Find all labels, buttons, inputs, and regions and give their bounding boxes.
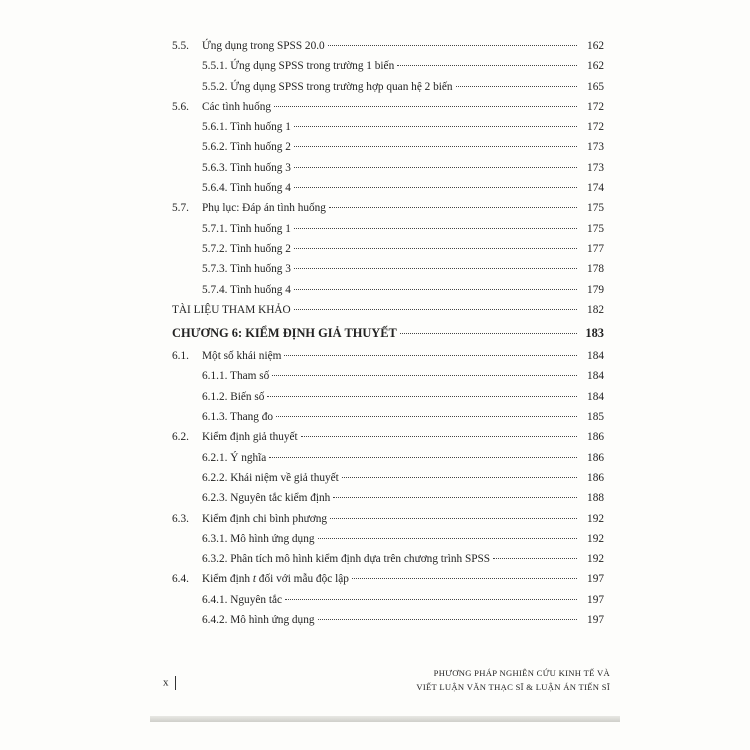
toc-entry-label bbox=[202, 448, 266, 468]
dot-leader bbox=[301, 436, 577, 437]
dot-leader bbox=[294, 248, 577, 249]
toc-page-number: 162 bbox=[587, 40, 604, 52]
toc-entry-label bbox=[202, 219, 291, 239]
toc-entry bbox=[172, 488, 604, 508]
toc-entry bbox=[172, 427, 604, 447]
toc-entry bbox=[172, 468, 604, 488]
toc-section-number: 6.4. bbox=[172, 573, 189, 586]
toc-entry bbox=[172, 219, 604, 239]
toc-entry-title: 5.6.3. Tình huống 3 bbox=[202, 161, 291, 174]
toc-entry-title: 6.3.2. Phân tích mô hình kiểm định dựa trên chương trình SPSS bbox=[202, 553, 491, 566]
dot-leader bbox=[294, 167, 577, 168]
dot-leader bbox=[333, 497, 577, 498]
toc-page-number: 192 bbox=[587, 512, 604, 525]
toc-entry-label bbox=[202, 529, 315, 549]
dot-leader bbox=[330, 518, 577, 519]
toc-page-number: 184 bbox=[587, 390, 604, 403]
toc-entry-title: 6.3.1. Mô hình ứng dụng bbox=[202, 532, 315, 545]
toc-section-number: 5.7. bbox=[172, 202, 189, 215]
toc-entry bbox=[172, 529, 604, 549]
toc-entry bbox=[172, 549, 604, 569]
toc-entry-label bbox=[172, 427, 298, 447]
toc-page-number: 179 bbox=[587, 283, 604, 296]
toc-entry-label bbox=[202, 590, 282, 610]
dot-leader bbox=[294, 289, 577, 290]
toc-entry bbox=[172, 569, 604, 589]
toc-entry bbox=[172, 407, 604, 427]
toc-entry bbox=[172, 97, 604, 117]
page-number-footer bbox=[163, 676, 176, 690]
toc-page-number: 178 bbox=[587, 263, 604, 276]
toc-entry-title: Các tình huống bbox=[202, 100, 272, 113]
toc-entry-label bbox=[172, 300, 291, 320]
toc-page-number: 182 bbox=[587, 303, 604, 316]
dot-leader bbox=[397, 65, 577, 66]
toc-entry-title: 5.6.4. Tình huống 4 bbox=[202, 182, 291, 195]
toc-entry-title: 6.1.2. Biến số bbox=[202, 390, 265, 403]
dot-leader bbox=[294, 187, 577, 188]
toc-entry bbox=[172, 158, 604, 178]
toc-entry bbox=[172, 137, 604, 157]
dot-leader bbox=[294, 309, 577, 310]
toc-entry-title: Phụ lục: Đáp án tình huống bbox=[202, 202, 326, 215]
toc-page-number: 183 bbox=[585, 326, 604, 341]
dot-leader bbox=[267, 396, 577, 397]
toc-entry-title: Một số khái niệm bbox=[202, 350, 282, 363]
toc-page-number: 175 bbox=[587, 222, 604, 235]
toc-entry-title: Kiểm định t đối với mẫu độc lập bbox=[202, 573, 349, 586]
toc-entry-title: Kiểm định chi bình phương bbox=[202, 512, 328, 525]
toc-entry-title: Ứng dụng trong SPSS 20.0 bbox=[202, 40, 325, 52]
toc-entry-label bbox=[202, 239, 291, 259]
dot-leader bbox=[272, 375, 577, 376]
dot-leader bbox=[276, 416, 577, 417]
toc-page-number: 188 bbox=[587, 492, 604, 505]
toc-entry-label bbox=[202, 366, 269, 386]
toc-entry-title: 6.4.2. Mô hình ứng dụng bbox=[202, 614, 315, 627]
toc-entry-label bbox=[172, 320, 397, 346]
toc-entry-title: 5.5.1. Ứng dụng SPSS trong trường 1 biến bbox=[202, 60, 395, 73]
toc-page-number: 172 bbox=[587, 100, 604, 113]
toc-entry bbox=[172, 300, 604, 320]
toc-section-number: 6.1. bbox=[172, 350, 189, 363]
dot-leader bbox=[269, 457, 577, 458]
toc-entry-label bbox=[202, 178, 291, 198]
dot-leader bbox=[329, 207, 577, 208]
toc-entry bbox=[172, 448, 604, 468]
toc-entry bbox=[172, 280, 604, 300]
toc-page-number: 197 bbox=[587, 593, 604, 606]
dot-leader bbox=[285, 599, 577, 600]
toc-entry-label bbox=[172, 509, 327, 529]
toc-page-number: 192 bbox=[587, 553, 604, 566]
toc-entry-title: 5.7.2. Tình huống 2 bbox=[202, 242, 291, 255]
toc-entry-title: TÀI LIỆU THAM KHẢO bbox=[172, 303, 291, 316]
toc-entry bbox=[172, 239, 604, 259]
running-footer-title bbox=[416, 666, 610, 694]
toc-entry-label bbox=[202, 56, 394, 76]
page-number: x bbox=[163, 676, 169, 689]
toc-entry bbox=[172, 198, 604, 218]
toc-entry bbox=[172, 366, 604, 386]
toc-entry-label bbox=[202, 488, 330, 508]
dot-leader bbox=[274, 106, 577, 107]
toc-page-number: 186 bbox=[587, 451, 604, 464]
toc-entry-title: 6.4.1. Nguyên tắc bbox=[202, 593, 282, 606]
toc-entry-title: 6.2.3. Nguyên tắc kiểm định bbox=[202, 492, 331, 505]
toc-entry-title: 5.6.1. Tình huống 1 bbox=[202, 121, 291, 134]
dot-leader bbox=[400, 333, 577, 334]
toc-page-number: 185 bbox=[587, 411, 604, 424]
toc-page-number: 186 bbox=[587, 471, 604, 484]
toc-entry-label bbox=[172, 198, 326, 218]
dot-leader bbox=[294, 228, 577, 229]
toc-entry-label bbox=[202, 549, 490, 569]
toc-entry-label bbox=[172, 97, 271, 117]
toc-page-number: 197 bbox=[587, 573, 604, 586]
toc-section-number: 5.5. bbox=[172, 40, 189, 52]
toc-page-number: 184 bbox=[587, 350, 604, 363]
dot-leader bbox=[284, 355, 577, 356]
toc-entry-label bbox=[202, 387, 264, 407]
toc-page-number: 186 bbox=[587, 431, 604, 444]
toc-entry-label bbox=[172, 346, 281, 366]
toc-page-number: 184 bbox=[587, 370, 604, 383]
toc-page-number: 197 bbox=[587, 614, 604, 627]
toc-page-number: 174 bbox=[587, 182, 604, 195]
dot-leader bbox=[294, 126, 577, 127]
toc-entry-label bbox=[202, 259, 291, 279]
toc-entry bbox=[172, 387, 604, 407]
toc-entry bbox=[172, 346, 604, 366]
toc-entry-title: 5.5.2. Ứng dụng SPSS trong trường hợp quan hệ 2 biến bbox=[202, 80, 453, 93]
toc-entry bbox=[172, 178, 604, 198]
toc-entry-title: 5.7.3. Tình huống 3 bbox=[202, 263, 291, 276]
toc-entry-label bbox=[202, 610, 315, 630]
toc-page-number: 192 bbox=[587, 532, 604, 545]
toc-entry-label bbox=[202, 468, 339, 488]
toc-page-number: 172 bbox=[587, 121, 604, 134]
toc-entry bbox=[172, 610, 604, 630]
dot-leader bbox=[318, 619, 577, 620]
book-title-line-2: VIẾT LUẬN VĂN THẠC SĨ & LUẬN ÁN TIẾN SĨ bbox=[416, 682, 610, 692]
toc-entry-title: 5.6.2. Tình huống 2 bbox=[202, 141, 291, 154]
toc-entry bbox=[172, 509, 604, 529]
dot-leader bbox=[294, 268, 577, 269]
page-bottom-edge bbox=[150, 716, 620, 722]
dot-leader bbox=[342, 477, 577, 478]
toc-entry-title: Kiểm định giả thuyết bbox=[202, 431, 298, 444]
toc-entry-label bbox=[202, 407, 273, 427]
toc-entry-label bbox=[202, 77, 453, 97]
toc-entry-label bbox=[202, 158, 291, 178]
toc-page-number: 173 bbox=[587, 141, 604, 154]
toc-entry bbox=[172, 117, 604, 137]
toc-entry bbox=[172, 56, 604, 76]
toc-page-number: 173 bbox=[587, 161, 604, 174]
toc-entry-label bbox=[202, 280, 291, 300]
toc-section-number: 5.6. bbox=[172, 100, 189, 113]
toc-entry bbox=[172, 259, 604, 279]
toc-page-number: 162 bbox=[587, 60, 604, 73]
dot-leader bbox=[294, 146, 577, 147]
toc-section-number: 6.2. bbox=[172, 431, 189, 444]
toc-entry bbox=[172, 77, 604, 97]
toc-entry-label bbox=[172, 36, 325, 56]
footer-divider bbox=[175, 676, 176, 690]
dot-leader bbox=[328, 45, 577, 46]
toc-entry bbox=[172, 590, 604, 610]
toc-entry bbox=[172, 36, 604, 56]
toc-entry-title: 5.7.1. Tình huống 1 bbox=[202, 222, 291, 235]
dot-leader bbox=[352, 578, 577, 579]
toc-entry-title: 5.7.4. Tình huống 4 bbox=[202, 283, 291, 296]
dot-leader bbox=[318, 538, 577, 539]
toc-entry-title: 6.2.1. Ý nghĩa bbox=[202, 451, 267, 464]
toc-page-number: 175 bbox=[587, 202, 604, 215]
toc-entry-title: 6.2.2. Khái niệm về giả thuyết bbox=[202, 471, 339, 484]
toc-entry-title: 6.1.1. Tham số bbox=[202, 370, 270, 383]
toc-entry-label bbox=[202, 117, 291, 137]
toc-entry-label bbox=[172, 569, 349, 589]
toc-entry-title: CHƯƠNG 6: KIỂM ĐỊNH GIẢ THUYẾT bbox=[172, 326, 397, 341]
toc-entry-label bbox=[202, 137, 291, 157]
dot-leader bbox=[456, 86, 577, 87]
dot-leader bbox=[493, 558, 577, 559]
toc-page-number: 165 bbox=[587, 80, 604, 93]
toc-chapter-row bbox=[172, 320, 604, 346]
table-of-contents bbox=[172, 36, 604, 630]
toc-section-number: 6.3. bbox=[172, 512, 189, 525]
book-title-line-1: PHƯƠNG PHÁP NGHIÊN CỨU KINH TẾ VÀ bbox=[433, 668, 610, 678]
toc-entry-title: 6.1.3. Thang đo bbox=[202, 411, 274, 424]
toc-page-number: 177 bbox=[587, 242, 604, 255]
